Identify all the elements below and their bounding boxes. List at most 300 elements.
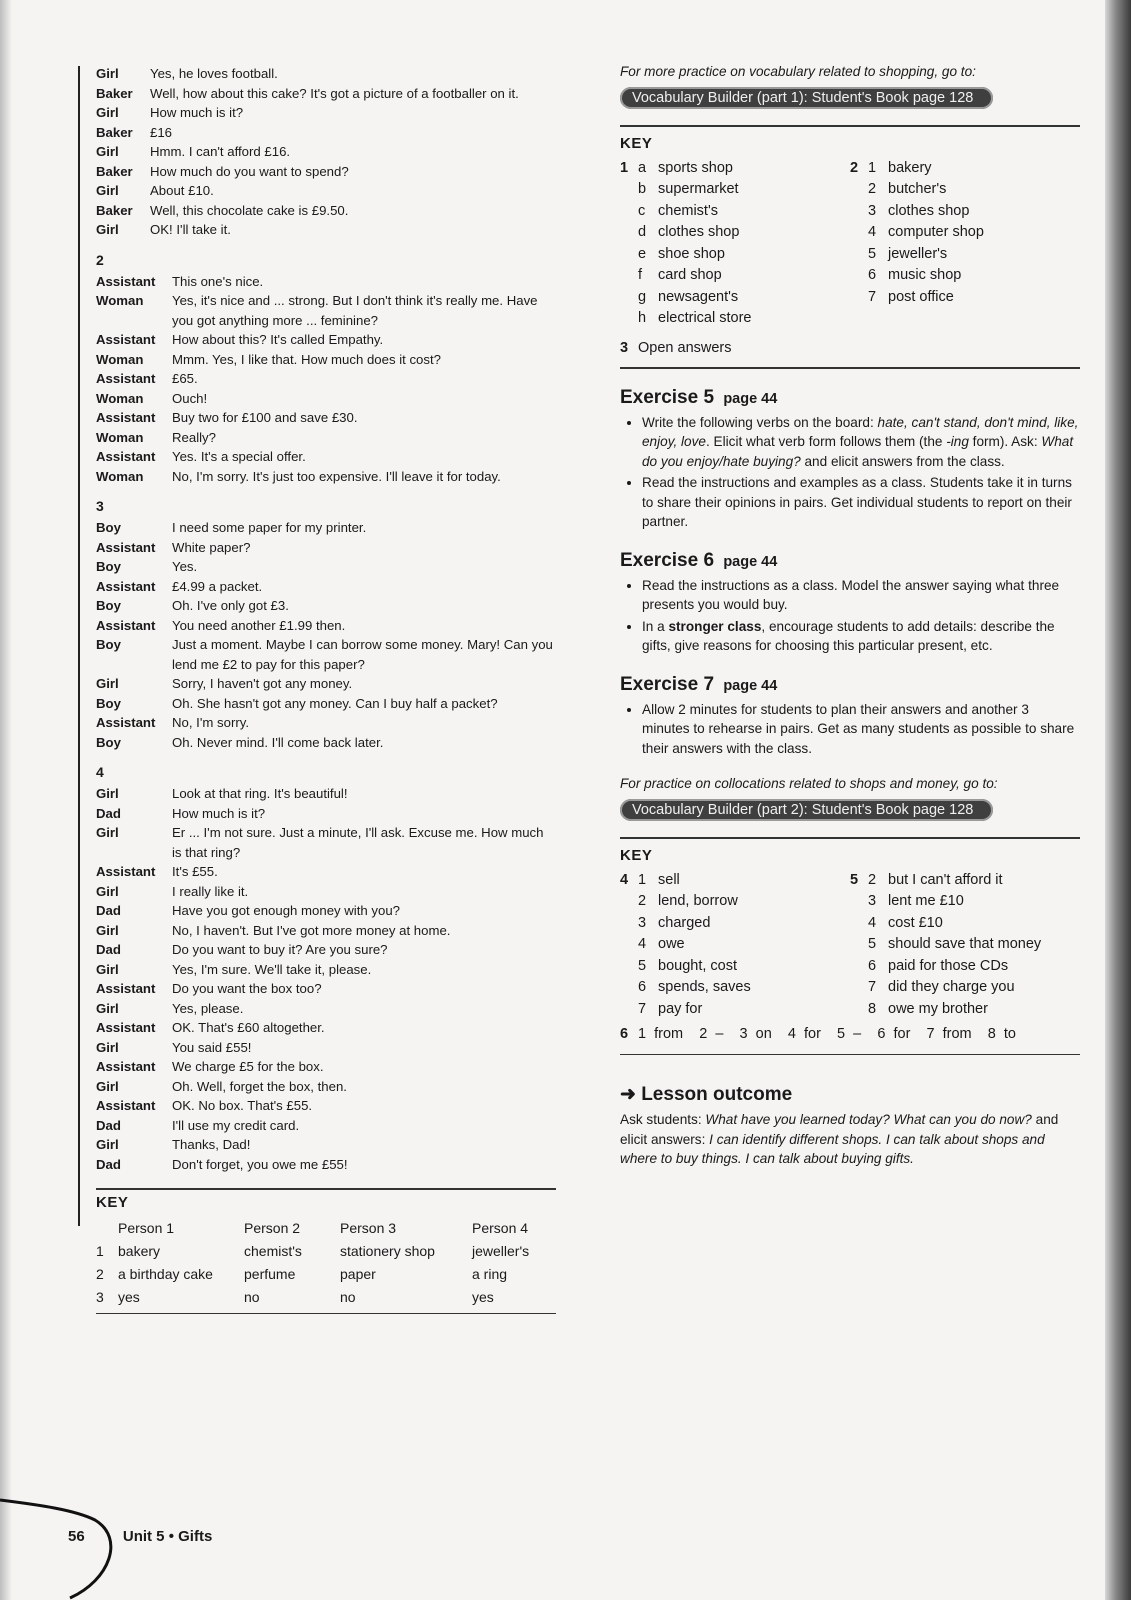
line-text: Buy two for £100 and save £30. xyxy=(172,410,358,425)
list-item xyxy=(620,244,850,266)
item-number xyxy=(850,265,868,287)
dialogue-line xyxy=(96,538,556,558)
item-letter: 5 xyxy=(868,245,877,262)
item-number xyxy=(850,179,868,201)
item-letter: d xyxy=(638,224,647,240)
list-item xyxy=(850,870,1080,892)
line-text: You said £55! xyxy=(172,1039,252,1055)
line-text: £4.99 a packet. xyxy=(172,578,263,594)
list-item xyxy=(850,201,1080,223)
text-italic: hate, can't stand, don't mind, like, enjoy, love xyxy=(642,414,1079,449)
table-row xyxy=(96,1240,556,1263)
line-text: I really like it. xyxy=(172,883,249,899)
item-text: should save that money xyxy=(888,936,1042,952)
speaker: Dad xyxy=(96,903,121,918)
table-cell: paper xyxy=(340,1265,376,1282)
item-letter: e xyxy=(638,245,647,262)
item-number xyxy=(850,201,868,223)
item-number: 1 xyxy=(620,159,629,176)
item-letter: 7 xyxy=(638,1000,647,1017)
dialogue-line xyxy=(96,220,556,240)
exercise-7-bullets xyxy=(620,700,1080,759)
line-text: I'll use my credit card. xyxy=(172,1117,300,1133)
list-item xyxy=(620,999,850,1021)
dialogue-line xyxy=(96,960,556,980)
line-text: Ouch! xyxy=(172,390,208,406)
list-item xyxy=(850,999,1080,1021)
speaker: Girl xyxy=(96,66,119,81)
dialogue-block xyxy=(96,272,556,487)
speaker: Boy xyxy=(96,695,121,711)
line-text: How much do you want to spend? xyxy=(150,163,349,179)
speaker: Woman xyxy=(96,468,144,484)
item-number xyxy=(850,956,868,978)
speaker: Woman xyxy=(96,390,144,406)
speaker: Girl xyxy=(96,222,119,237)
item-letter: 2 xyxy=(868,181,877,197)
key-header-cell: Person 1 xyxy=(118,1219,175,1236)
exercise-6-bullets xyxy=(620,576,1080,656)
key-header-cell: Person 4 xyxy=(472,1219,529,1236)
line-text: £65. xyxy=(172,371,198,386)
dialogue-line xyxy=(96,447,556,467)
key1-col2 xyxy=(850,158,1080,330)
item-text: bought, cost xyxy=(658,957,737,974)
line-text: This one's nice. xyxy=(172,273,264,289)
dialogue-line xyxy=(96,784,556,804)
item-letter: 2 xyxy=(638,893,647,909)
dialogue-block xyxy=(96,64,556,240)
item-text: cost £10 xyxy=(888,914,943,931)
dialogue-line xyxy=(96,201,556,221)
key-bottom-rule xyxy=(96,1313,556,1315)
item-number xyxy=(620,201,638,223)
key2-item6 xyxy=(620,1024,1080,1046)
line-text: Oh. She hasn't got any money. Can I buy half a packet? xyxy=(172,695,498,711)
speaker: Assistant xyxy=(96,273,156,289)
line-text: Mmm. Yes, I like that. How much does it cost? xyxy=(172,351,441,367)
speaker: Girl xyxy=(96,676,119,691)
table-cell: jeweller's xyxy=(472,1242,530,1259)
item-letter: 1 xyxy=(868,159,877,176)
item-number xyxy=(850,934,868,956)
speaker: Girl xyxy=(96,1078,119,1094)
speaker: Assistant xyxy=(96,449,156,464)
speaker: Dad xyxy=(96,942,121,957)
dialogue-line xyxy=(96,823,556,862)
list-item xyxy=(850,244,1080,266)
item-letter: 3 xyxy=(638,914,647,931)
table-row xyxy=(96,1263,556,1286)
text: . Elicit what verb form follows them (the xyxy=(705,434,947,449)
key-table-header xyxy=(96,1217,556,1240)
list-item xyxy=(620,913,850,935)
item-text: spends, saves xyxy=(658,979,751,995)
item-text: jeweller's xyxy=(888,245,948,262)
list-item: • Allow 2 minutes for students to plan their answers and another 3 minutes to rehearse in pairs. Get as many students as possible to share their answers with the class. xyxy=(642,700,1080,759)
transcript-column xyxy=(96,64,556,1314)
item-letter: 4 xyxy=(868,224,877,240)
speaker: Assistant xyxy=(96,1020,156,1035)
item-text: lend, borrow xyxy=(658,893,738,909)
item-number xyxy=(850,287,868,309)
table-cell: yes xyxy=(472,1288,494,1305)
key1-item3 xyxy=(620,338,1080,360)
text-italic: I can identify different shops. I can talk about shops and where to buy things. I can talk about buying gifts. xyxy=(620,1131,1045,1166)
item-number xyxy=(620,999,638,1021)
list-item xyxy=(850,158,1080,180)
item-number xyxy=(620,179,638,201)
list-item xyxy=(850,977,1080,999)
item-letter: 5 xyxy=(638,957,647,974)
vocab-builder-2-tab: Vocabulary Builder (part 2): Student's Book page 128 xyxy=(620,799,993,821)
key-heading: KEY xyxy=(96,1193,129,1211)
speaker: Woman xyxy=(96,429,144,445)
item-text: supermarket xyxy=(658,181,739,197)
speaker: Woman xyxy=(96,351,144,367)
table-cell: 3 xyxy=(96,1288,104,1305)
transcript-rule xyxy=(78,66,80,1226)
list-item xyxy=(620,222,850,244)
dialogue-number: 4 xyxy=(96,764,104,780)
line-text: Oh. Never mind. I'll come back later. xyxy=(172,734,384,750)
key1-item3-num: 3 xyxy=(620,339,629,356)
list-item xyxy=(620,934,850,956)
list-item xyxy=(620,158,850,180)
table-cell: chemist's xyxy=(244,1242,302,1259)
line-text: Sorry, I haven't got any money. xyxy=(172,676,353,691)
table-cell: bakery xyxy=(118,1242,161,1259)
line-text: No, I haven't. But I've got more money at home. xyxy=(172,922,451,938)
line-text: White paper? xyxy=(172,539,251,555)
dialogue-line xyxy=(96,921,556,941)
key1-list xyxy=(620,158,1080,330)
speaker: Girl xyxy=(96,105,119,120)
exercise-7-page: page 44 xyxy=(723,677,778,694)
list-item xyxy=(620,891,850,913)
item-number xyxy=(620,913,638,935)
table-cell: no xyxy=(244,1288,260,1305)
text-italic: What have you learned today? What can you do now? xyxy=(705,1112,1032,1127)
item-text: but I can't afford it xyxy=(888,871,1003,888)
item-letter: b xyxy=(638,181,647,197)
dialogue-line xyxy=(96,804,556,824)
item-text: pay for xyxy=(658,1000,703,1017)
item-text: lent me £10 xyxy=(888,893,964,909)
speaker: Girl xyxy=(96,961,119,977)
dialogue-line xyxy=(96,467,556,487)
item-text: bakery xyxy=(888,159,932,176)
list-item xyxy=(642,413,1080,472)
vocab-builder-1-intro: For more practice on vocabulary related to shopping, go to: xyxy=(620,64,976,79)
list-item xyxy=(620,179,850,201)
key2-list xyxy=(620,870,1080,1021)
table-cell: 1 xyxy=(96,1242,104,1259)
text-italic: What do you enjoy/hate buying? xyxy=(642,434,1074,469)
speaker: Girl xyxy=(96,1039,119,1055)
item-number xyxy=(620,977,638,999)
dialogue-line xyxy=(96,162,556,182)
dialogue-line xyxy=(96,64,556,84)
speaker: Assistant xyxy=(96,715,156,730)
item-text: did they charge you xyxy=(888,979,1015,995)
item-number xyxy=(620,244,638,266)
line-text: £16 xyxy=(150,124,173,140)
dialogue-block xyxy=(96,518,556,752)
item-letter: 4 xyxy=(638,936,647,952)
dialogue-line xyxy=(96,181,556,201)
line-text: OK. No box. That's £55. xyxy=(172,1098,313,1113)
table-cell: 2 xyxy=(96,1265,104,1282)
dialogues xyxy=(96,64,556,1174)
exercise-7-heading xyxy=(620,674,1080,696)
text: Write the following verbs on the board: xyxy=(642,414,878,430)
item-letter: h xyxy=(638,310,647,326)
item-letter: 6 xyxy=(868,267,877,283)
text: In a xyxy=(642,618,669,634)
speaker: Boy xyxy=(96,637,121,652)
exercise-5-page: page 44 xyxy=(723,390,778,407)
line-text: Have you got enough money with you? xyxy=(172,903,400,918)
item-letter: 3 xyxy=(868,202,877,219)
item-letter: 6 xyxy=(638,979,647,995)
speaker: Assistant xyxy=(96,981,156,996)
item-number xyxy=(620,956,638,978)
list-item xyxy=(620,287,850,309)
dialogue-line xyxy=(96,1077,556,1097)
key2-heading: KEY xyxy=(620,846,653,864)
dialogue-line xyxy=(96,635,556,674)
dialogue-line xyxy=(96,1155,556,1175)
item-number: 4 xyxy=(620,871,629,888)
item-letter: a xyxy=(638,159,647,176)
dialogue-line xyxy=(96,862,556,882)
dialogue-line xyxy=(96,901,556,921)
line-text: Look at that ring. It's beautiful! xyxy=(172,786,348,801)
exercise-7-title: Exercise 7 xyxy=(620,673,715,695)
key-top-rule xyxy=(96,1188,556,1190)
line-text: Don't forget, you owe me £55! xyxy=(172,1156,348,1172)
line-text: No, I'm sorry. It's just too expensive. I'll leave it for today. xyxy=(172,468,501,484)
dialogue-line xyxy=(96,103,556,123)
item-number xyxy=(620,287,638,309)
list-item: • Read the instructions and examples as a class. Students take it in turns to share their opinions in pairs. Get individual students to report on their partner. xyxy=(642,473,1080,532)
table-cell: stationery shop xyxy=(340,1242,435,1259)
vocab-builder-2-intro: For practice on collocations related to shops and money, go to: xyxy=(620,776,998,791)
key2-col1 xyxy=(620,870,850,1021)
line-text: OK. That's £60 altogether. xyxy=(172,1020,325,1035)
item-text: sell xyxy=(658,871,680,888)
speaker: Girl xyxy=(96,183,119,198)
dialogue-line xyxy=(96,1038,556,1058)
text-bold: stronger class xyxy=(668,618,762,634)
list-item xyxy=(620,956,850,978)
speaker: Assistant xyxy=(96,332,156,347)
speaker: Baker xyxy=(96,124,133,140)
line-text: How much is it? xyxy=(172,805,266,821)
dialogue-line xyxy=(96,291,556,330)
speaker: Girl xyxy=(96,922,119,938)
dialogue-line xyxy=(96,596,556,616)
text: , encourage students to add details: describe the gifts, give reasons for choosing this particular present, etc. xyxy=(642,618,1055,653)
line-text: We charge £5 for the box. xyxy=(172,1059,324,1074)
list-item xyxy=(850,222,1080,244)
text-italic: -ing xyxy=(946,434,969,449)
dialogue-line xyxy=(96,713,556,733)
speaker: Assistant xyxy=(96,371,156,386)
item-letter: 8 xyxy=(868,1000,877,1017)
item-text: computer shop xyxy=(888,224,984,240)
key2-item6-text: 1 from 2 – 3 on 4 for 5 – 6 for 7 from 8 to xyxy=(638,1026,1016,1042)
speaker: Boy xyxy=(96,734,121,750)
speaker: Girl xyxy=(96,1137,119,1152)
book-spine xyxy=(1105,0,1131,1600)
item-number xyxy=(850,891,868,913)
speaker: Dad xyxy=(96,805,121,821)
list-item xyxy=(850,956,1080,978)
item-number xyxy=(850,999,868,1021)
key-header-cell xyxy=(96,1217,118,1240)
item-letter: 3 xyxy=(868,893,877,909)
item-text: shoe shop xyxy=(658,245,725,262)
item-letter: 7 xyxy=(868,979,877,995)
list-item xyxy=(850,179,1080,201)
list-item xyxy=(850,287,1080,309)
list-item xyxy=(850,265,1080,287)
speaker: Assistant xyxy=(96,1059,156,1074)
list-item: • Read the instructions as a class. Model the answer saying what three presents you would buy. xyxy=(642,576,1080,615)
dialogue-line xyxy=(96,999,556,1019)
line-text: Well, how about this cake? It's got a picture of a footballer on it. xyxy=(150,85,519,101)
exercise-6-page: page 44 xyxy=(723,553,778,570)
key2-top-rule xyxy=(620,837,1080,839)
list-item xyxy=(620,265,850,287)
list-item xyxy=(850,891,1080,913)
key2-col2 xyxy=(850,870,1080,1021)
list-item xyxy=(620,870,850,892)
key-header-cell: Person 3 xyxy=(340,1219,397,1236)
dialogue-line xyxy=(96,428,556,448)
item-letter: 1 xyxy=(638,871,647,888)
speaker: Girl xyxy=(96,825,119,840)
item-text: charged xyxy=(658,914,711,931)
item-text: music shop xyxy=(888,267,962,283)
key2-item6-num: 6 xyxy=(620,1026,629,1042)
line-text: About £10. xyxy=(150,183,214,198)
speaker: Assistant xyxy=(96,1098,156,1113)
item-number xyxy=(850,913,868,935)
line-text: Oh. I've only got £3. xyxy=(172,598,289,613)
line-text: Er ... I'm not sure. Just a minute, I'll ask. Excuse me. How much is that ring? xyxy=(172,825,544,860)
item-letter: g xyxy=(638,288,647,305)
item-number xyxy=(620,934,638,956)
dialogue-line xyxy=(96,123,556,143)
list-item xyxy=(620,977,850,999)
dialogue-line xyxy=(96,882,556,902)
speaker: Woman xyxy=(96,293,144,308)
lesson-outcome-heading: ➜ Lesson outcome xyxy=(620,1084,793,1105)
item-letter: 4 xyxy=(868,914,877,931)
list-item xyxy=(620,308,850,330)
item-number xyxy=(620,308,638,330)
dialogue-line xyxy=(96,1135,556,1155)
line-text: How much is it? xyxy=(150,105,244,120)
speaker: Boy xyxy=(96,520,121,535)
item-letter: 6 xyxy=(868,957,877,974)
key-header-cell: Person 2 xyxy=(244,1219,301,1236)
dialogue-line xyxy=(96,577,556,597)
line-text: No, I'm sorry. xyxy=(172,715,250,730)
line-text: It's £55. xyxy=(172,864,218,879)
speaker: Boy xyxy=(96,598,121,613)
item-letter: f xyxy=(638,267,643,283)
item-text: clothes shop xyxy=(888,202,970,219)
key1-item3-text: Open answers xyxy=(638,339,732,356)
item-text: chemist's xyxy=(658,202,718,219)
item-number xyxy=(850,244,868,266)
speaker: Dad xyxy=(96,1156,121,1172)
key1-bottom-rule xyxy=(620,367,1080,369)
unit-label: Unit 5 • Gifts xyxy=(122,1528,213,1545)
page-number: 56 xyxy=(68,1528,85,1545)
speaker: Girl xyxy=(96,1000,119,1016)
line-text: Yes, please. xyxy=(172,1000,244,1016)
exercise-6-heading xyxy=(620,550,1080,572)
line-text: Yes. It's a special offer. xyxy=(172,449,306,464)
speaker: Boy xyxy=(96,559,121,574)
item-number: 5 xyxy=(850,871,859,888)
key1-heading: KEY xyxy=(620,134,653,152)
item-letter: 2 xyxy=(868,871,877,888)
dialogue-number: 3 xyxy=(96,498,104,514)
item-text: sports shop xyxy=(658,159,733,176)
table-cell: a ring xyxy=(472,1265,508,1282)
dialogue-block xyxy=(96,784,556,1174)
line-text: Do you want the box too? xyxy=(172,981,322,996)
line-text: Just a moment. Maybe I can borrow some money. Mary! Can you lend me £2 to pay for this paper? xyxy=(172,637,553,672)
item-text: post office xyxy=(888,288,954,305)
item-text: card shop xyxy=(658,267,722,283)
dialogue-line xyxy=(96,84,556,104)
text: and elicit answers from the class. xyxy=(800,453,1005,469)
dialogue-line xyxy=(96,142,556,162)
dialogue-line xyxy=(96,408,556,428)
key2-bottom-rule xyxy=(620,1054,1080,1056)
dialogue-line xyxy=(96,674,556,694)
dialogue-line xyxy=(96,518,556,538)
line-text: Oh. Well, forget the box, then. xyxy=(172,1078,347,1094)
dialogue-line xyxy=(96,369,556,389)
speaker: Assistant xyxy=(96,578,156,594)
dialogue-line xyxy=(96,1057,556,1077)
line-text: OK! I'll take it. xyxy=(150,222,231,237)
dialogue-line xyxy=(96,1018,556,1038)
line-text: Well, this chocolate cake is £9.50. xyxy=(150,202,349,218)
exercise-6-title: Exercise 6 xyxy=(620,549,715,571)
speaker: Girl xyxy=(96,144,119,159)
line-text: Thanks, Dad! xyxy=(172,1137,251,1152)
item-text: paid for those CDs xyxy=(888,957,1009,974)
speaker: Assistant xyxy=(96,864,156,879)
line-text: You need another £1.99 then. xyxy=(172,617,346,633)
page-edge-shadow xyxy=(0,0,12,1600)
item-number xyxy=(850,222,868,244)
item-number xyxy=(620,222,638,244)
speaker: Assistant xyxy=(96,410,156,425)
dialogue-line xyxy=(96,733,556,753)
list-item xyxy=(620,201,850,223)
item-letter: 5 xyxy=(868,936,877,952)
